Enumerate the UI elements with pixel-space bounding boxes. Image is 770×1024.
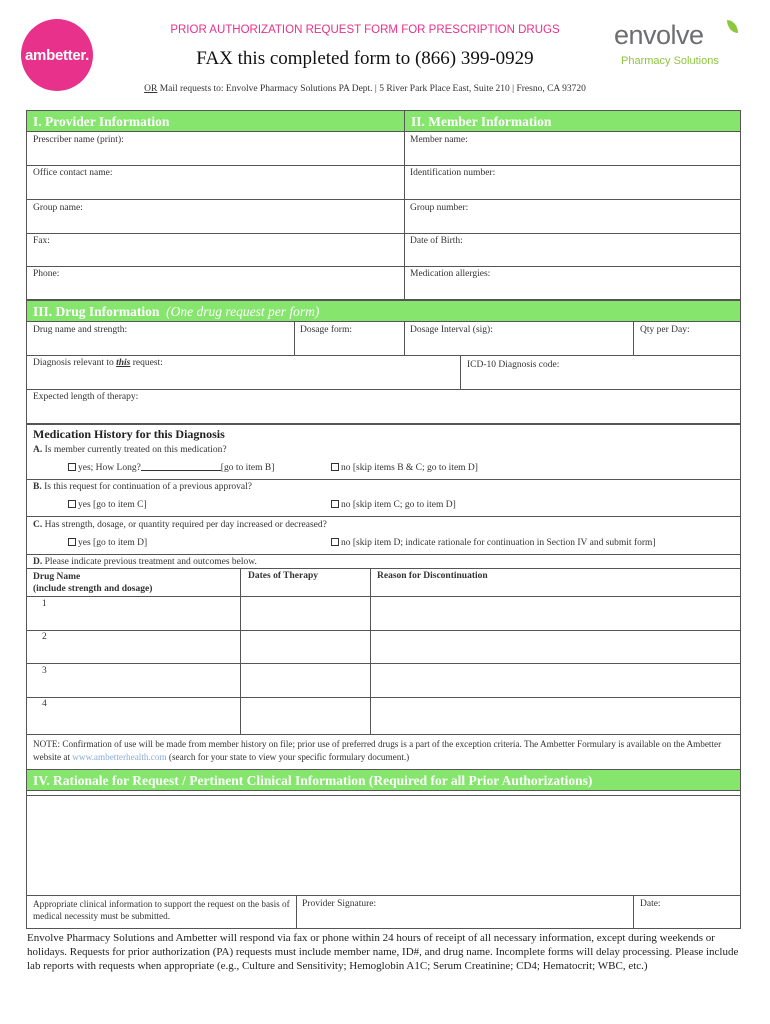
question-c-letter: C. (33, 520, 43, 530)
note-text-pre: NOTE: Confirmation of use will be made from member history on file; prior use of preferred drugs is a part of the exception criteria. The Ambetter Formulary is available on the Ambetter website at (33, 739, 722, 762)
question-c-no-option[interactable] (331, 538, 656, 548)
question-a-no-label: no [skip items B & C; go to item D] (341, 463, 478, 473)
question-a-yes-option[interactable] (68, 463, 274, 473)
formulary-note (33, 738, 735, 764)
question-b (33, 482, 252, 492)
provider-member-table (26, 131, 741, 300)
col-reason-label: Reason for Discontinuation (377, 571, 488, 581)
checkbox-icon[interactable] (68, 463, 76, 471)
treatment-row-4[interactable]: 4 (42, 699, 47, 709)
question-b-text: Is this request for continuation of a previous approval? (41, 482, 252, 492)
diagnosis-label-pre: Diagnosis relevant to (33, 358, 117, 368)
question-a-text: Is member currently treated on this medication? (42, 445, 227, 455)
drug-name-strength-field[interactable]: Drug name and strength: (33, 325, 128, 335)
question-d (33, 557, 257, 567)
question-a (33, 445, 227, 455)
diagnosis-field[interactable] (33, 358, 163, 368)
dosage-interval-field[interactable]: Dosage Interval (sig): (410, 325, 493, 335)
treatment-row-3[interactable]: 3 (42, 666, 47, 676)
provider-fax-field[interactable]: Fax: (33, 236, 50, 246)
col-drug-name-header (33, 571, 152, 595)
question-b-letter: B. (33, 482, 42, 492)
provider-signature-field[interactable]: Provider Signature: (302, 899, 377, 909)
question-d-letter: D. (33, 557, 43, 567)
col-drug-name-1: Drug Name (33, 572, 81, 582)
question-a-yes-label: yes; How Long? (78, 463, 141, 473)
medication-allergies-field[interactable]: Medication allergies: (410, 269, 491, 279)
diagnosis-label-this: this (116, 358, 131, 368)
question-c-text: Has strength, dosage, or quantity required per day increased or decreased? (42, 520, 327, 530)
drug-heading-text: III. Drug Information (33, 304, 160, 319)
envolve-subtitle: Pharmacy Solutions (621, 55, 719, 67)
provider-group-name-field[interactable]: Group name: (33, 203, 83, 213)
diagnosis-label-post: request: (130, 358, 163, 368)
rationale-section-heading: IV. Rationale for Request / Pertinent Clinical Information (Required for all Prior Authorizations) (26, 769, 741, 791)
drug-heading-note: (One drug request per form) (166, 304, 320, 319)
question-b-no-option[interactable] (331, 500, 456, 510)
col-drug-name-2: (include strength and dosage) (33, 584, 153, 594)
col-dates-label: Dates of Therapy (248, 571, 319, 581)
mail-address-line (0, 84, 730, 94)
checkbox-icon[interactable] (331, 463, 339, 471)
member-section-heading: II. Member Information (404, 110, 741, 132)
member-name-field[interactable]: Member name: (410, 135, 468, 145)
question-a-no-option[interactable] (331, 463, 478, 473)
question-c-yes-option[interactable] (68, 538, 147, 548)
envolve-logo: envolve (614, 20, 704, 50)
treatment-row-1[interactable]: 1 (42, 599, 47, 609)
checkbox-icon[interactable] (68, 538, 76, 546)
member-dob-field[interactable]: Date of Birth: (410, 236, 463, 246)
ambetter-logo-text: ambetter. (25, 46, 89, 64)
provider-section-heading: I. Provider Information (26, 110, 405, 132)
dosage-form-field[interactable]: Dosage form: (300, 325, 352, 335)
note-text-post: (search for your state to view your specific formulary document.) (166, 752, 410, 762)
col-reason-header (377, 571, 488, 581)
checkbox-icon[interactable] (331, 538, 339, 546)
treatment-row-2[interactable]: 2 (42, 632, 47, 642)
ambetter-website-link[interactable]: www.ambetterhealth.com (72, 752, 167, 762)
question-c-no-label: no [skip item D; indicate rationale for continuation in Section IV and submit form] (341, 538, 656, 548)
question-c (33, 520, 327, 530)
member-id-field[interactable]: Identification number: (410, 168, 496, 178)
mail-address: Mail requests to: Envolve Pharmacy Solutions PA Dept. | 5 River Park Place East, Suite 210 | Fresno, CA 93720 (157, 84, 586, 94)
prescriber-name-field[interactable]: Prescriber name (print): (33, 135, 124, 145)
icd10-code-field[interactable]: ICD-10 Diagnosis code: (467, 360, 560, 370)
question-b-no-label: no [skip item C; go to item D] (341, 500, 456, 510)
question-b-yes-label: yes [go to item C] (78, 500, 147, 510)
question-c-yes-label: yes [go to item D] (78, 538, 148, 548)
question-b-yes-option[interactable] (68, 500, 147, 510)
checkbox-icon[interactable] (331, 500, 339, 508)
medication-history-heading: Medication History for this Diagnosis (33, 427, 225, 441)
provider-phone-field[interactable]: Phone: (33, 269, 60, 279)
footer-notice: Envolve Pharmacy Solutions and Ambetter will respond via fax or phone within 24 hours of receipt of all necessary information, except during weekends or holidays. Requests for prior authorization (PA) requests must include member name, ID#, and drug name. Incomplete forms will delay processing. Please include lab reports with requests when appropriate (e.g., Culture and Sensitivity; Hemoglobin A1C; Serum Creatinine; CD4; Hematocrit; WBC, etc.) (27, 932, 739, 972)
form-title: PRIOR AUTHORIZATION REQUEST FORM FOR PRESCRIPTION DRUGS (170, 24, 560, 36)
question-a-yes-goto: [go to item B] (220, 463, 275, 473)
fax-number-title: FAX this completed form to (866) 399-0929 (196, 48, 534, 69)
drug-section-heading (26, 300, 741, 322)
qty-per-day-field[interactable]: Qty per Day: (640, 325, 690, 335)
clinical-support-text: Appropriate clinical information to support the request on the basis of medical necessity must be submitted. (33, 899, 290, 921)
question-a-letter: A. (33, 445, 43, 455)
therapy-length-field[interactable]: Expected length of therapy: (33, 392, 139, 402)
col-dates-header (248, 571, 318, 581)
mail-or: OR (144, 84, 158, 94)
office-contact-field[interactable]: Office contact name: (33, 168, 113, 178)
how-long-blank[interactable] (141, 470, 221, 471)
question-d-text: Please indicate previous treatment and outcomes below. (42, 557, 257, 567)
member-group-number-field[interactable]: Group number: (410, 203, 469, 213)
signature-date-field[interactable]: Date: (640, 899, 661, 909)
checkbox-icon[interactable] (68, 500, 76, 508)
